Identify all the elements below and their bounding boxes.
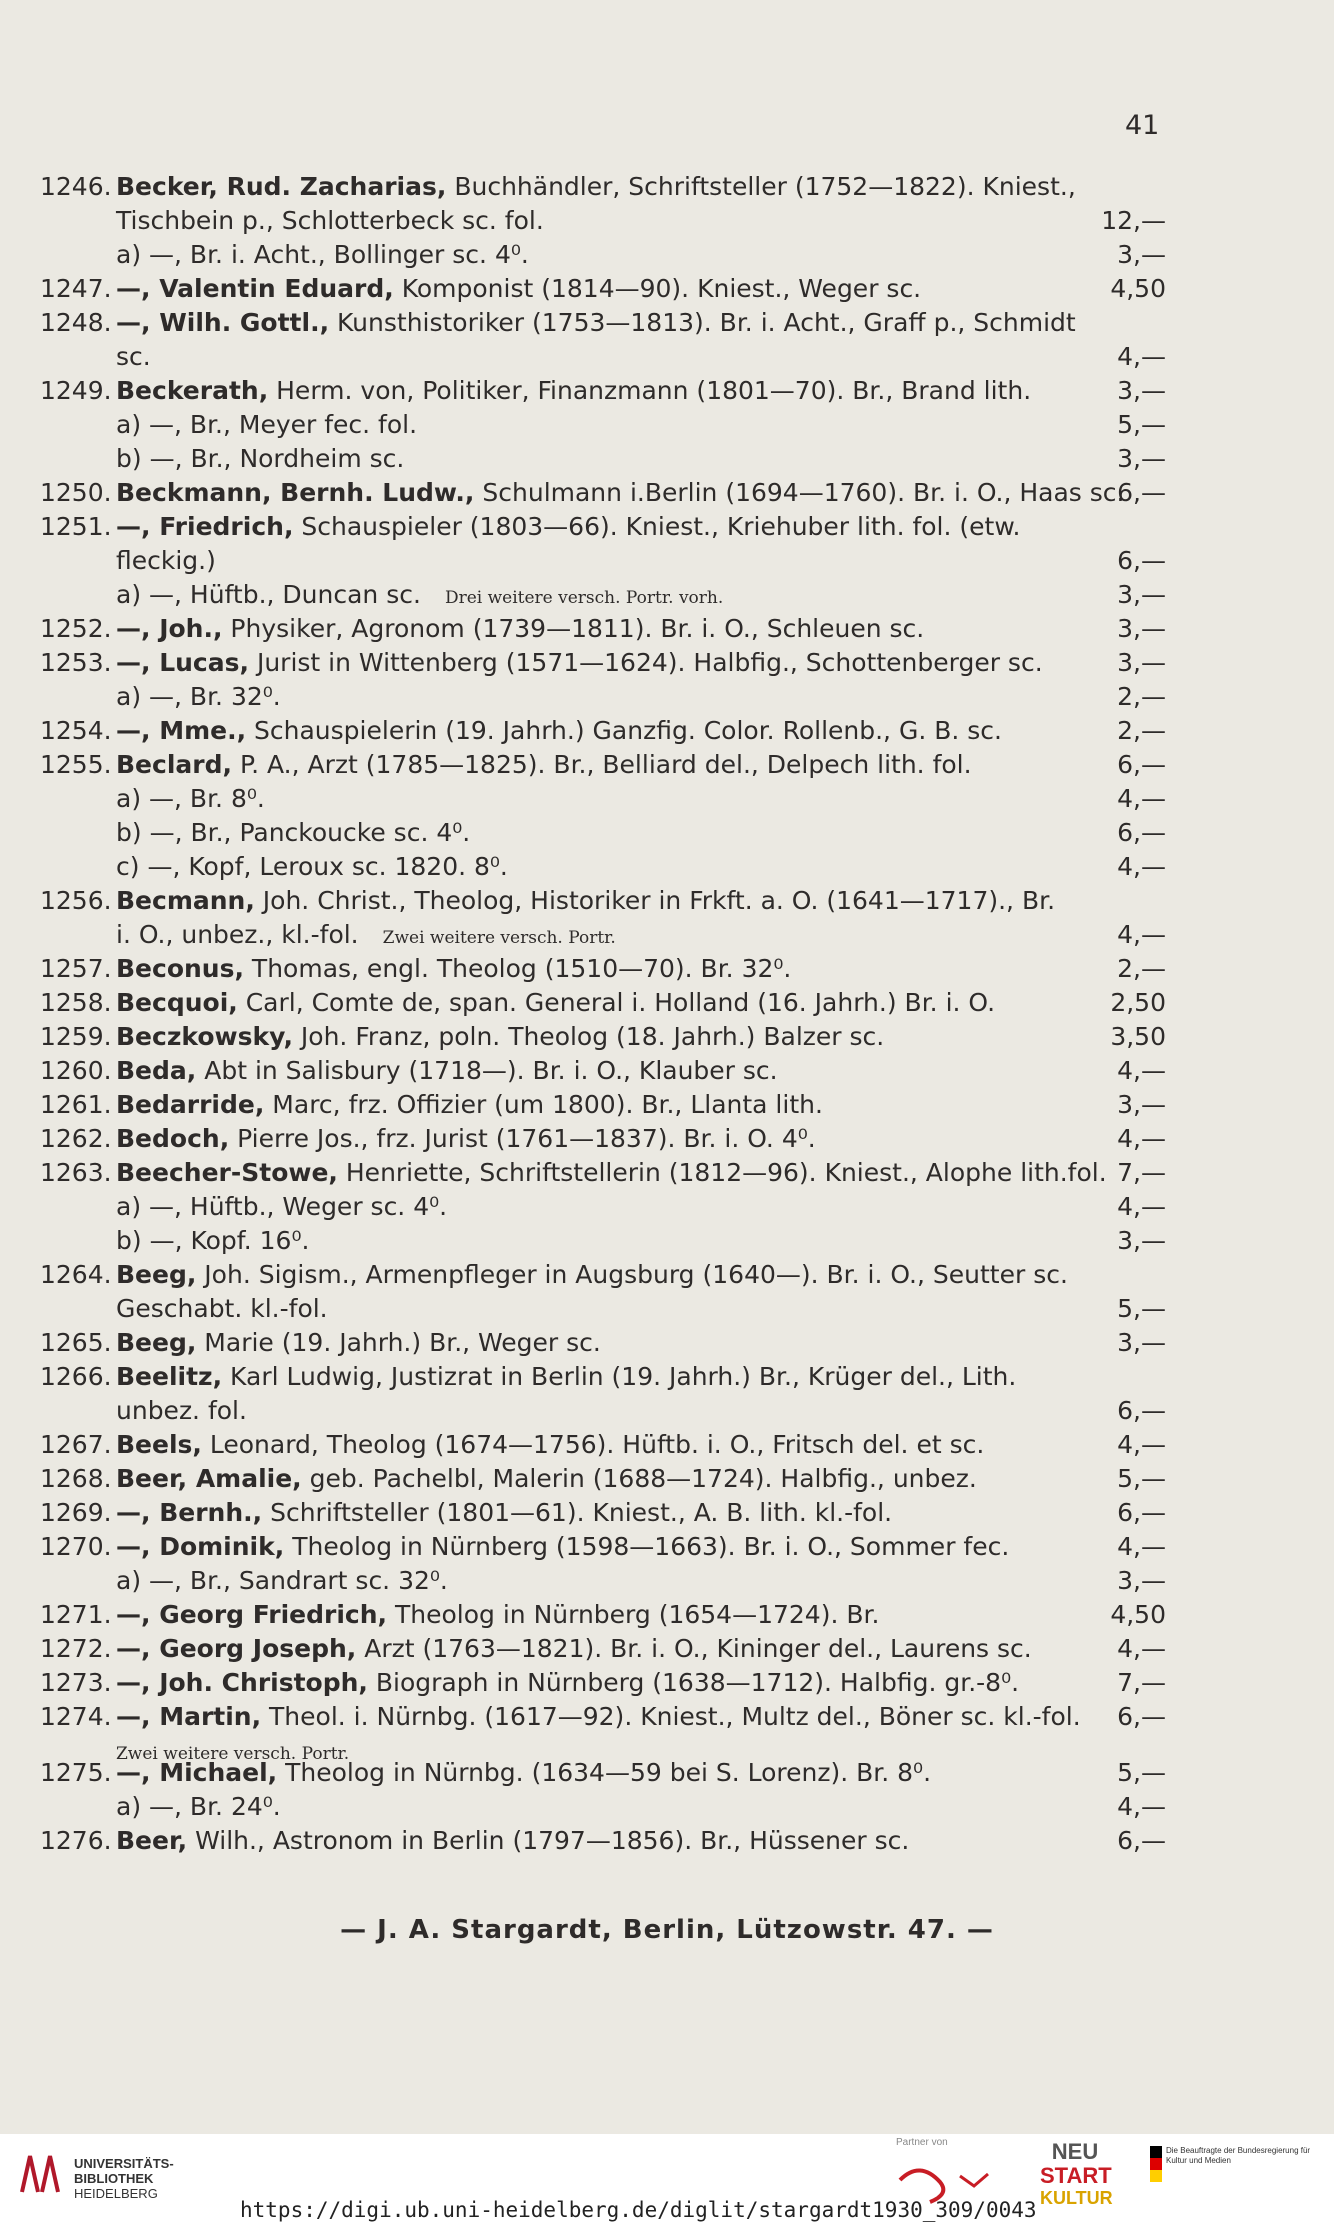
- entry-price: 4,50: [1110, 274, 1166, 303]
- entry-description: c) —, Kopf, Leroux sc. 1820. 8⁰.: [116, 852, 508, 881]
- entry-description: Joh. Franz, poln. Theolog (18. Jahrh.) Balzer sc.: [292, 1022, 885, 1051]
- entry-number: 1246.: [40, 172, 112, 201]
- catalog-entry: [40, 1598, 1166, 1632]
- entry-number: 1271.: [40, 1600, 112, 1629]
- catalog-entry: [40, 986, 1166, 1020]
- entry-text: [116, 340, 1166, 374]
- entry-description: Schriftsteller (1801—61). Kniest., A. B. lith. kl.-fol.: [262, 1498, 893, 1527]
- entry-price: 4,—: [1117, 920, 1166, 949]
- entry-price: 6,—: [1117, 1498, 1166, 1527]
- entry-description: Schauspielerin (19. Jahrh.) Ganzfig. Color. Rollenb., G. B. sc.: [246, 716, 1002, 745]
- entry-line: [40, 1428, 1166, 1462]
- entry-description: Tischbein p., Schlotterbeck sc. fol.: [116, 206, 544, 235]
- entry-line: [40, 1700, 1166, 1734]
- university-library-name: UNIVERSITÄTS- BIBLIOTHEK HEIDELBERG: [74, 2156, 174, 2201]
- entry-number: 1273.: [40, 1668, 112, 1697]
- catalog-entry: [40, 612, 1166, 646]
- entry-price: 3,—: [1117, 614, 1166, 643]
- entry-description: b) —, Br., Panckoucke sc. 4⁰.: [116, 818, 471, 847]
- entry-text: [116, 1530, 1166, 1564]
- entry-price: 3,—: [1117, 240, 1166, 269]
- catalog-entry: [40, 1530, 1166, 1598]
- entry-line: [40, 1530, 1166, 1564]
- entry-line: [40, 476, 1166, 510]
- entry-description: Theol. i. Nürnbg. (1617—92). Kniest., Multz del., Böner sc. kl.-fol.: [261, 1702, 1081, 1731]
- entry-price: 6,—: [1117, 750, 1166, 779]
- entry-description: Theolog in Nürnberg (1598—1663). Br. i. O., Sommer fec.: [284, 1532, 1010, 1561]
- entry-line: [40, 1598, 1166, 1632]
- entry-line: [40, 272, 1166, 306]
- entry-description: Theolog in Nürnberg (1654—1724). Br.: [387, 1600, 880, 1629]
- entry-description: Physiker, Agronom (1739—1811). Br. i. O., Schleuen sc.: [222, 614, 925, 643]
- entry-text: [116, 1824, 1166, 1858]
- entry-line: [40, 1190, 1166, 1224]
- entry-description: Jurist in Wittenberg (1571—1624). Halbfig., Schottenberger sc.: [249, 648, 1043, 677]
- entry-price: 6,—: [1117, 818, 1166, 847]
- entry-number: 1269.: [40, 1498, 112, 1527]
- catalog-entry: [40, 1020, 1166, 1054]
- entry-name: Beeg,: [116, 1260, 197, 1289]
- entry-price: 3,—: [1117, 444, 1166, 473]
- entry-name: —, Joh.,: [116, 614, 223, 643]
- entry-line: [40, 1462, 1166, 1496]
- entry-name: Beer,: [116, 1826, 188, 1855]
- entry-price: 5,—: [1117, 410, 1166, 439]
- entry-name: —, Valentin Eduard,: [116, 274, 394, 303]
- entry-line: [40, 442, 1166, 476]
- catalog-entry: [40, 1632, 1166, 1666]
- entry-text: [116, 1462, 1166, 1496]
- entry-description: Herm. von, Politiker, Finanzmann (1801—70). Br., Brand lith.: [268, 376, 1032, 405]
- entry-number: 1256.: [40, 886, 112, 915]
- entry-number: 1267.: [40, 1430, 112, 1459]
- entry-line: [40, 1054, 1166, 1088]
- entry-line: [40, 850, 1166, 884]
- entry-description: Pierre Jos., frz. Jurist (1761—1837). Br. i. O. 4⁰.: [229, 1124, 816, 1153]
- entry-price: 7,—: [1117, 1668, 1166, 1697]
- entry-text: [116, 1224, 1166, 1258]
- catalog-entry: [40, 1054, 1166, 1088]
- entry-line: [40, 1824, 1166, 1858]
- entry-line: [40, 1020, 1166, 1054]
- entry-number: 1272.: [40, 1634, 112, 1663]
- publisher-footer: — J. A. Stargardt, Berlin, Lützowstr. 47. —: [340, 1915, 994, 1945]
- entry-description: Thomas, engl. Theolog (1510—70). Br. 32⁰.: [243, 954, 792, 983]
- entry-text: [116, 646, 1166, 680]
- entry-price: 4,—: [1117, 342, 1166, 371]
- catalog-entry: [40, 1088, 1166, 1122]
- entry-name: —, Friedrich,: [116, 512, 294, 541]
- entry-text: [116, 476, 1166, 510]
- entry-text: [116, 1190, 1166, 1224]
- entry-name: Beelitz,: [116, 1362, 223, 1391]
- catalog-entry: [40, 510, 1166, 612]
- entry-text: [116, 1428, 1166, 1462]
- entry-description: a) —, Br., Sandrart sc. 32⁰.: [116, 1566, 448, 1595]
- entry-text: [116, 1564, 1166, 1598]
- entry-text: [116, 1394, 1166, 1428]
- entry-name: —, Dominik,: [116, 1532, 285, 1561]
- entry-text: [116, 442, 1166, 476]
- entry-line: [40, 544, 1166, 578]
- entry-price: 3,—: [1117, 1566, 1166, 1595]
- entry-text: [116, 612, 1166, 646]
- entry-description: i. O., unbez., kl.-fol.: [116, 920, 359, 949]
- entry-text: [116, 986, 1166, 1020]
- entry-line: [40, 612, 1166, 646]
- entry-number: 1261.: [40, 1090, 112, 1119]
- entry-name: —, Wilh. Gottl.,: [116, 308, 330, 337]
- entry-number: 1275.: [40, 1758, 112, 1787]
- entry-line: [40, 1756, 1166, 1790]
- entry-price: 4,—: [1117, 1792, 1166, 1821]
- entry-text: [116, 1258, 1166, 1292]
- entry-price: 3,—: [1117, 580, 1166, 609]
- entry-text: [116, 1020, 1166, 1054]
- entry-description: Leonard, Theolog (1674—1756). Hüftb. i. O., Fritsch del. et sc.: [201, 1430, 985, 1459]
- entry-description: a) —, Br. 8⁰.: [116, 784, 265, 813]
- entry-description: Schulmann i.Berlin (1694—1760). Br. i. O., Haas sc.: [474, 478, 1125, 507]
- entry-description: b) —, Kopf. 16⁰.: [116, 1226, 310, 1255]
- entry-name: Beclard,: [116, 750, 232, 779]
- entry-number: 1266.: [40, 1362, 112, 1391]
- entry-text: [116, 1790, 1166, 1824]
- entry-line: [40, 1666, 1166, 1700]
- entry-text: [116, 850, 1166, 884]
- entry-line: [40, 204, 1166, 238]
- entry-text: [116, 782, 1166, 816]
- entry-number: 1262.: [40, 1124, 112, 1153]
- entry-text: [116, 918, 1166, 955]
- catalog-entry: [40, 1462, 1166, 1496]
- entry-text: [116, 1054, 1166, 1088]
- catalog-entry: [40, 1360, 1166, 1428]
- catalog-entry: [40, 306, 1166, 374]
- entry-line: [40, 1394, 1166, 1428]
- entry-line: [40, 1156, 1166, 1190]
- entry-line: [40, 1258, 1166, 1292]
- entry-price: 2,—: [1117, 682, 1166, 711]
- entry-number: 1252.: [40, 614, 112, 643]
- entry-text: [116, 748, 1166, 782]
- entry-name: —, Lucas,: [116, 648, 249, 677]
- entry-description: a) —, Hüftb., Duncan sc.: [116, 580, 421, 609]
- entry-name: Becquoi,: [116, 988, 238, 1017]
- catalog-entry: [40, 1122, 1166, 1156]
- entry-description: Abt in Salisbury (1718—). Br. i. O., Klauber sc.: [196, 1056, 778, 1085]
- entry-text: [116, 170, 1166, 204]
- entry-name: Bedoch,: [116, 1124, 230, 1153]
- entry-name: —, Martin,: [116, 1702, 262, 1731]
- catalog-entry: [40, 1156, 1166, 1258]
- entry-price: 3,—: [1117, 1226, 1166, 1255]
- entry-note: Zwei weitere versch. Portr.: [116, 1744, 350, 1764]
- catalog-entry: [40, 1428, 1166, 1462]
- entry-number: 1259.: [40, 1022, 112, 1051]
- entry-number: 1270.: [40, 1532, 112, 1561]
- entry-price: 3,50: [1110, 1022, 1166, 1051]
- entry-description: Arzt (1763—1821). Br. i. O., Kininger del., Laurens sc.: [356, 1634, 1032, 1663]
- entry-text: [116, 884, 1166, 918]
- entry-line: [40, 1224, 1166, 1258]
- entry-line: [40, 884, 1166, 918]
- entry-price: 12,—: [1101, 206, 1166, 235]
- german-flag-icon: [1150, 2146, 1162, 2182]
- entry-price: 4,—: [1117, 1124, 1166, 1153]
- entry-line: [40, 306, 1166, 340]
- entry-line: [40, 374, 1166, 408]
- entry-description: Wilh., Astronom in Berlin (1797—1856). Br., Hüssener sc.: [187, 1826, 910, 1855]
- entry-price: 4,50: [1110, 1600, 1166, 1629]
- neustart-kultur-logo: NEU START KULTUR: [1040, 2139, 1113, 2208]
- entry-line: [40, 408, 1166, 442]
- entry-name: Beda,: [116, 1056, 197, 1085]
- entry-text: [116, 1360, 1166, 1394]
- catalog-entry: [40, 1496, 1166, 1530]
- entry-price: 7,—: [1117, 1158, 1166, 1187]
- entry-description: a) —, Br. 24⁰.: [116, 1792, 281, 1821]
- entry-name: —, Joh. Christoph,: [116, 1668, 368, 1697]
- entry-line: [40, 1360, 1166, 1394]
- entry-note: Zwei weitere versch. Portr.: [382, 928, 616, 948]
- catalog-entry: [40, 1700, 1166, 1764]
- entry-line: [40, 1292, 1166, 1326]
- entry-name: Beconus,: [116, 954, 244, 983]
- catalog-entry: [40, 884, 1166, 952]
- entry-description: geb. Pachelbl, Malerin (1688—1724). Halbfig., unbez.: [301, 1464, 977, 1493]
- entry-price: 6,—: [1117, 1702, 1166, 1731]
- entry-description: Buchhändler, Schriftsteller (1752—1822). Kniest.,: [446, 172, 1076, 201]
- entry-price: 5,—: [1117, 1294, 1166, 1323]
- entry-line: [40, 986, 1166, 1020]
- entry-number: 1250.: [40, 478, 112, 507]
- entry-description: a) —, Br. 32⁰.: [116, 682, 281, 711]
- entry-line: [40, 238, 1166, 272]
- entry-line: [40, 918, 1166, 952]
- entry-price: 4,—: [1117, 1430, 1166, 1459]
- entry-text: [116, 1496, 1166, 1530]
- entry-price: 2,50: [1110, 988, 1166, 1017]
- entry-number: 1253.: [40, 648, 112, 677]
- entry-number: 1254.: [40, 716, 112, 745]
- entry-text: [116, 272, 1166, 306]
- entry-description: unbez. fol.: [116, 1396, 247, 1425]
- catalog-entry: [40, 1258, 1166, 1326]
- entry-description: a) —, Br. i. Acht., Bollinger sc. 4⁰.: [116, 240, 529, 269]
- catalog-entry: [40, 476, 1166, 510]
- entry-line: [40, 816, 1166, 850]
- entry-description: b) —, Br., Nordheim sc.: [116, 444, 405, 473]
- entry-description: Carl, Comte de, span. General i. Holland (16. Jahrh.) Br. i. O.: [237, 988, 996, 1017]
- entry-price: 3,—: [1117, 1328, 1166, 1357]
- entry-description: a) —, Br., Meyer fec. fol.: [116, 410, 418, 439]
- entry-price: 3,—: [1117, 648, 1166, 677]
- entry-line: [40, 680, 1166, 714]
- entry-text: [116, 1598, 1166, 1632]
- entry-number: 1249.: [40, 376, 112, 405]
- entry-name: Beeg,: [116, 1328, 197, 1357]
- entry-name: —, Georg Joseph,: [116, 1634, 357, 1663]
- partner-label: Partner von: [896, 2137, 948, 2148]
- entry-price: 4,—: [1117, 784, 1166, 813]
- entry-text: [116, 204, 1166, 238]
- entry-name: Becmann,: [116, 886, 255, 915]
- entry-price: 4,—: [1117, 852, 1166, 881]
- catalog-entries: [40, 170, 1166, 1858]
- entry-text: [116, 1700, 1166, 1734]
- entry-description: a) —, Hüftb., Weger sc. 4⁰.: [116, 1192, 448, 1221]
- entry-description: Joh. Sigism., Armenpfleger in Augsburg (1640—). Br. i. O., Seutter sc.: [196, 1260, 1068, 1289]
- entry-price: 4,—: [1117, 1056, 1166, 1085]
- entry-description: Karl Ludwig, Justizrat in Berlin (19. Jahrh.) Br., Krüger del., Lith.: [222, 1362, 1017, 1391]
- catalog-entry: [40, 272, 1166, 306]
- entry-description: Henriette, Schriftstellerin (1812—96). Kniest., Alophe lith.fol.: [337, 1158, 1107, 1187]
- entry-line: [40, 646, 1166, 680]
- entry-number: 1276.: [40, 1826, 112, 1855]
- entry-price: 6,—: [1117, 1396, 1166, 1425]
- catalog-entry: [40, 952, 1166, 986]
- entry-description: Schauspieler (1803—66). Kniest., Kriehuber lith. fol. (etw.: [293, 512, 1021, 541]
- entry-price: 5,—: [1117, 1464, 1166, 1493]
- entry-text: [116, 1666, 1166, 1700]
- entry-line: [40, 1326, 1166, 1360]
- entry-line: [40, 714, 1166, 748]
- entry-description: Kunsthistoriker (1753—1813). Br. i. Acht., Graff p., Schmidt: [329, 308, 1076, 337]
- entry-line: [40, 1496, 1166, 1530]
- entry-line: [40, 510, 1166, 544]
- entry-line: [40, 1790, 1166, 1824]
- entry-price: 4,—: [1117, 1192, 1166, 1221]
- entry-name: —, Georg Friedrich,: [116, 1600, 388, 1629]
- entry-line: [40, 1632, 1166, 1666]
- entry-number: 1257.: [40, 954, 112, 983]
- catalog-entry: [40, 714, 1166, 748]
- entry-number: 1258.: [40, 988, 112, 1017]
- entry-text: [116, 1156, 1166, 1190]
- entry-note: Drei weitere versch. Portr. vorh.: [444, 588, 724, 608]
- entry-text: [116, 1326, 1166, 1360]
- entry-name: Beckmann, Bernh. Ludw.,: [116, 478, 475, 507]
- entry-price: 5,—: [1117, 1758, 1166, 1787]
- entry-name: —, Michael,: [116, 1758, 278, 1787]
- entry-line: [40, 748, 1166, 782]
- entry-line: [40, 340, 1166, 374]
- entry-number: 1264.: [40, 1260, 112, 1289]
- entry-line: [40, 170, 1166, 204]
- entry-number: 1268.: [40, 1464, 112, 1493]
- entry-number: 1260.: [40, 1056, 112, 1085]
- entry-description: Joh. Christ., Theolog, Historiker in Frkft. a. O. (1641—1717)., Br.: [254, 886, 1056, 915]
- entry-description: P. A., Arzt (1785—1825). Br., Belliard del., Delpech lith. fol.: [232, 750, 972, 779]
- entry-name: Beecher-Stowe,: [116, 1158, 338, 1187]
- entry-text: [116, 1756, 1166, 1790]
- entry-name: Becker, Rud. Zacharias,: [116, 172, 447, 201]
- entry-text: [116, 1632, 1166, 1666]
- entry-text: [116, 578, 1166, 615]
- entry-description: Geschabt. kl.-fol.: [116, 1294, 328, 1323]
- entry-text: [116, 680, 1166, 714]
- entry-number: 1263.: [40, 1158, 112, 1187]
- entry-text: [116, 816, 1166, 850]
- entry-text: [116, 1292, 1166, 1326]
- entry-line: [40, 1122, 1166, 1156]
- entry-description: Komponist (1814—90). Kniest., Weger sc.: [393, 274, 922, 303]
- entry-number: 1255.: [40, 750, 112, 779]
- entry-price: 3,—: [1117, 376, 1166, 405]
- entry-number: 1251.: [40, 512, 112, 541]
- catalog-entry: [40, 374, 1166, 476]
- catalog-entry: [40, 646, 1166, 714]
- entry-text: [116, 1122, 1166, 1156]
- entry-price: 3,—: [1117, 1090, 1166, 1119]
- partner-dragon-logo-icon: [890, 2150, 1010, 2218]
- entry-line: [40, 1564, 1166, 1598]
- entry-text: [116, 1088, 1166, 1122]
- entry-number: 1274.: [40, 1702, 112, 1731]
- catalog-entry: [40, 1666, 1166, 1700]
- entry-name: Beczkowsky,: [116, 1022, 293, 1051]
- entry-price: 4,—: [1117, 1532, 1166, 1561]
- entry-line: [40, 782, 1166, 816]
- entry-text: [116, 408, 1166, 442]
- entry-text: [116, 510, 1166, 544]
- catalog-entry: [40, 748, 1166, 884]
- entry-number: 1247.: [40, 274, 112, 303]
- entry-line: [40, 952, 1166, 986]
- catalog-entry: [40, 170, 1166, 272]
- entry-text: [116, 374, 1166, 408]
- entry-price: 6,—: [1117, 478, 1166, 507]
- entry-line: [40, 1088, 1166, 1122]
- entry-name: Bedarride,: [116, 1090, 265, 1119]
- entry-price: 6,—: [1117, 546, 1166, 575]
- entry-description: Marc, frz. Offizier (um 1800). Br., Llanta lith.: [264, 1090, 823, 1119]
- entry-text: [116, 714, 1166, 748]
- entry-name: Beckerath,: [116, 376, 269, 405]
- university-library-logo-icon: [16, 2148, 64, 2196]
- entry-description: fleckig.): [116, 546, 216, 575]
- entry-description: Theolog in Nürnbg. (1634—59 bei S. Lorenz). Br. 8⁰.: [277, 1758, 932, 1787]
- entry-description: Biograph in Nürnberg (1638—1712). Halbfig. gr.-8⁰.: [367, 1668, 1020, 1697]
- entry-line: [40, 578, 1166, 612]
- entry-text: [116, 952, 1166, 986]
- entry-number: 1248.: [40, 308, 112, 337]
- entry-price: 2,—: [1117, 716, 1166, 745]
- entry-name: Beer, Amalie,: [116, 1464, 302, 1493]
- entry-price: 6,—: [1117, 1826, 1166, 1855]
- federal-commissioner-logo: Die Beauftragte der Bundesregierung für Kultur und Medien: [1150, 2142, 1322, 2210]
- entry-text: [116, 306, 1166, 340]
- page-number: 41: [1125, 110, 1160, 141]
- entry-name: —, Bernh.,: [116, 1498, 263, 1527]
- catalog-entry: [40, 1756, 1166, 1824]
- entry-price: 4,—: [1117, 1634, 1166, 1663]
- entry-number: 1265.: [40, 1328, 112, 1357]
- entry-description: Marie (19. Jahrh.) Br., Weger sc.: [196, 1328, 601, 1357]
- entry-name: Beels,: [116, 1430, 202, 1459]
- catalog-entry: [40, 1824, 1166, 1858]
- entry-name: —, Mme.,: [116, 716, 247, 745]
- catalog-entry: [40, 1326, 1166, 1360]
- entry-description: sc.: [116, 342, 151, 371]
- entry-line: [40, 1734, 1166, 1764]
- entry-text: [116, 238, 1166, 272]
- entry-text: [116, 544, 1166, 578]
- source-url-link[interactable]: https://digi.ub.uni-heidelberg.de/diglit/stargardt1930_309/0043: [240, 2198, 1037, 2222]
- entry-price: 2,—: [1117, 954, 1166, 983]
